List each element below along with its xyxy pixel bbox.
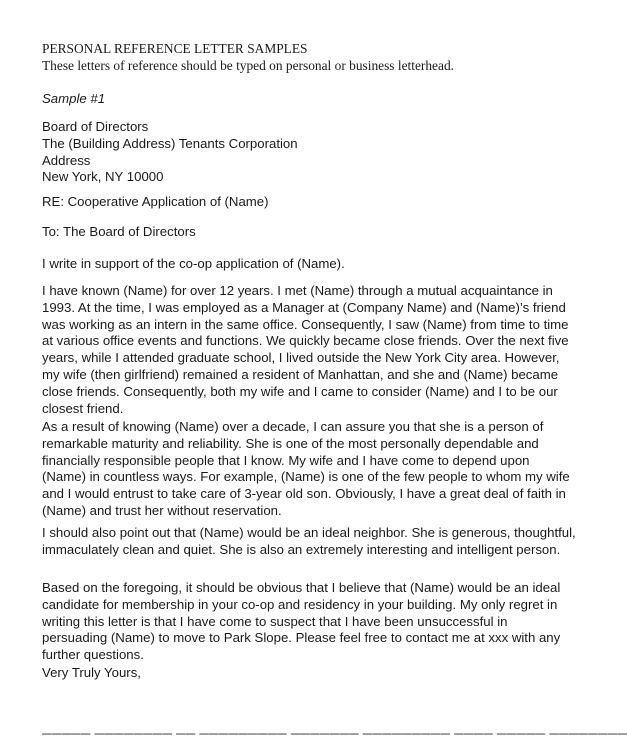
paragraph-line: I have known (Name) for over 12 years. I met (Name) through a mutual acquaintance in: [42, 283, 553, 298]
closing-line: Very Truly Yours,: [42, 665, 141, 680]
paragraph-3: [42, 525, 582, 559]
paragraph-4: [42, 580, 582, 664]
paragraph-line: years, while I attended graduate school, I lived outside the New York City area. However,: [42, 350, 560, 366]
paragraph-line: was working as an intern in the same office. Consequently, I saw (Name) from time to time: [42, 316, 569, 332]
paragraph-line: immaculately clean and quiet. She is also an extremely interesting and intelligent person.: [42, 541, 561, 557]
document-subtitle: These letters of reference should be typed on personal or business letterhead.: [42, 57, 454, 73]
paragraph-line: at various office events and functions. We quickly became close friends. Over the next five: [42, 333, 569, 349]
address-line: Board of Directors: [42, 119, 149, 134]
address-line: Address: [42, 152, 91, 168]
paragraph-line: candidate for membership in your co-op and residency in your building. My only regret in: [42, 596, 558, 612]
paragraph-line: my wife (then girlfriend) remained a resident of Manhattan, and she and (Name) became: [42, 366, 559, 382]
document-title: PERSONAL REFERENCE LETTER SAMPLES: [42, 41, 308, 56]
document-header: [42, 41, 582, 75]
paragraph-1: [42, 283, 582, 417]
paragraph-line: Based on the foregoing, it should be obvious that I believe that (Name) would be an ideal: [42, 580, 561, 595]
paragraph-line: persuading (Name) to move to Park Slope. Please feel free to contact me at xxx with any: [42, 630, 561, 646]
paragraph-line: and I would entrust to take care of 3-year old son. Obviously, I have a great deal of faith in: [42, 486, 566, 502]
paragraph-line: As a result of knowing (Name) over a decade, I can assure you that she is a person of: [42, 419, 544, 434]
recipient-address: [42, 119, 582, 186]
paragraph-line: 1993. At the time, I was employed as a Manager at (Company Name) and (Name)’s friend: [42, 299, 566, 315]
paragraph-line: (Name) in countless ways. For example, (Name) is one of the few people to whom my wife: [42, 469, 570, 485]
paragraph-line: closest friend.: [42, 400, 124, 416]
paragraph-line: writing this letter is that I have come to suspect that I have been unsuccessful in: [42, 613, 508, 629]
intro-line: I write in support of the co-op application of (Name).: [42, 256, 345, 271]
paragraph-line: financially responsible people that I know. My wife and I have come to depend upon: [42, 452, 530, 468]
address-line: New York, NY 10000: [42, 169, 164, 185]
paragraph-line: further questions.: [42, 647, 144, 663]
address-line: The (Building Address) Tenants Corporation: [42, 135, 298, 151]
sample-label: Sample #1: [42, 91, 106, 106]
paragraph-line: I should also point out that (Name) would be an ideal neighbor. She is generous, thoughtful,: [42, 525, 576, 540]
paragraph-line: (Name) and trust her without reservation.: [42, 502, 282, 518]
to-line: To: The Board of Directors: [42, 224, 196, 239]
re-line: RE: Cooperative Application of (Name): [42, 194, 269, 209]
paragraph-line: remarkable maturity and reliability. She is one of the most personally dependable and: [42, 435, 539, 451]
paragraph-line: close friends. Consequently, both my wife and I came to consider (Name) and I to be our: [42, 383, 558, 399]
paragraph-2: [42, 419, 582, 520]
cropped-text-fragment: ▁▁▁▁▁ ▁▁▁▁▁▁▁▁ ▁▁ ▁▁▁▁▁▁▁▁▁ ▁▁▁▁▁▁▁ ▁▁▁▁▁▁▁▁▁ ▁▁▁▁ ▁▁▁▁▁ ▁▁▁▁▁▁▁▁: [42, 721, 627, 735]
